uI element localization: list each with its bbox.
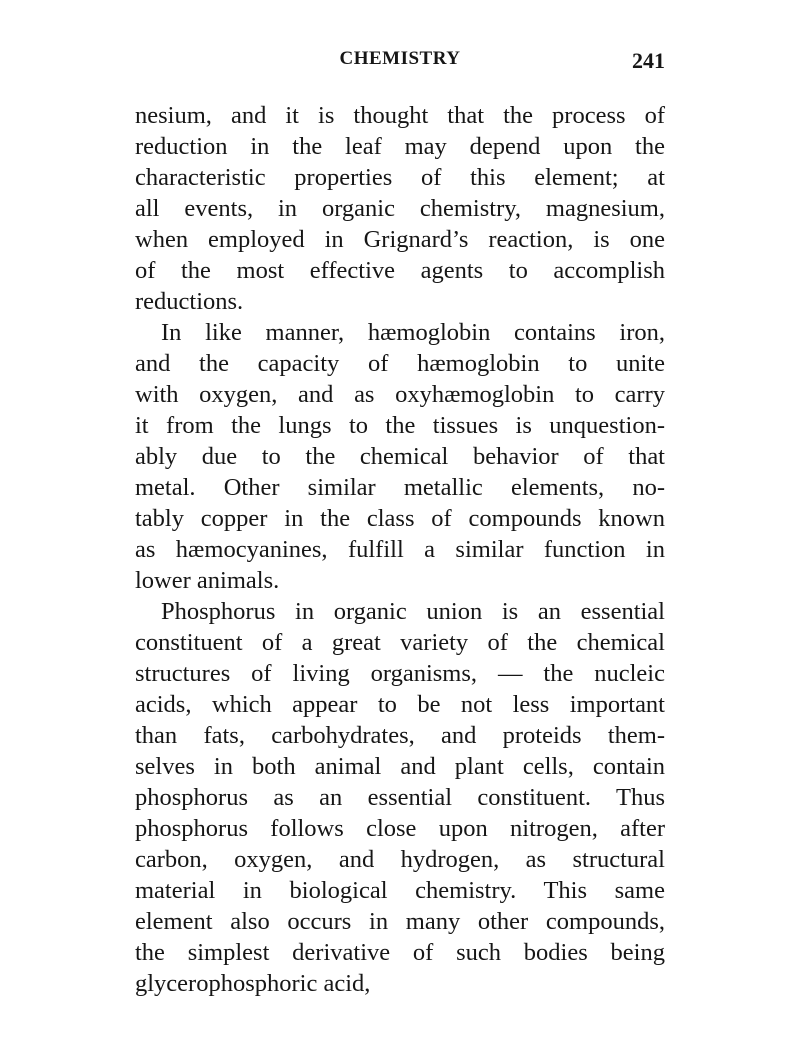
text-line: acids, which appear to be not less important — [135, 691, 665, 718]
text-line: element also occurs in many other compounds, — [135, 908, 665, 935]
text-line: reduction in the leaf may depend upon the — [135, 133, 665, 160]
text-line: reductions. — [135, 288, 244, 315]
text-line: material in biological chemistry. This same — [135, 877, 665, 904]
running-head — [135, 48, 665, 76]
page-number: 241 — [632, 48, 665, 73]
text-line: structures of living organisms, — the nucleic — [135, 660, 665, 687]
text-line: glycerophosphoric acid, — [135, 970, 371, 997]
text-line: all events, in organic chemistry, magnesium, — [135, 195, 665, 222]
text-line: lower animals. — [135, 567, 280, 594]
text-line: characteristic properties of this element; at — [135, 164, 665, 191]
text-line: it from the lungs to the tissues is unquestion- — [135, 412, 665, 439]
text-line: the simplest derivative of such bodies being — [135, 939, 665, 966]
text-line: Phosphorus in organic union is an essential — [161, 598, 665, 625]
text-line: of the most effective agents to accomplish — [135, 257, 665, 284]
text-line: ably due to the chemical behavior of that — [135, 443, 665, 470]
running-head-title: CHEMISTRY — [339, 48, 461, 69]
text-line: metal. Other similar metallic elements, no- — [135, 474, 665, 501]
body-text — [135, 100, 665, 999]
text-line: carbon, oxygen, and hydrogen, as structural — [135, 846, 665, 873]
text-line: In like manner, hæmoglobin contains iron, — [161, 319, 665, 346]
text-line: tably copper in the class of compounds known — [135, 505, 665, 532]
text-line: phosphorus as an essential constituent. Thus — [135, 784, 665, 811]
text-line: with oxygen, and as oxyhæmoglobin to carry — [135, 381, 665, 408]
text-line: phosphorus follows close upon nitrogen, after — [135, 815, 665, 842]
text-line: and the capacity of hæmoglobin to unite — [135, 350, 665, 377]
text-line: nesium, and it is thought that the process of — [135, 102, 665, 129]
text-line: when employed in Grignard’s reaction, is one — [135, 226, 665, 253]
text-line: constituent of a great variety of the chemical — [135, 629, 665, 656]
text-line: than fats, carbohydrates, and proteids them- — [135, 722, 665, 749]
text-line: selves in both animal and plant cells, contain — [135, 753, 665, 780]
text-line: as hæmocyanines, fulfill a similar function in — [135, 536, 665, 563]
